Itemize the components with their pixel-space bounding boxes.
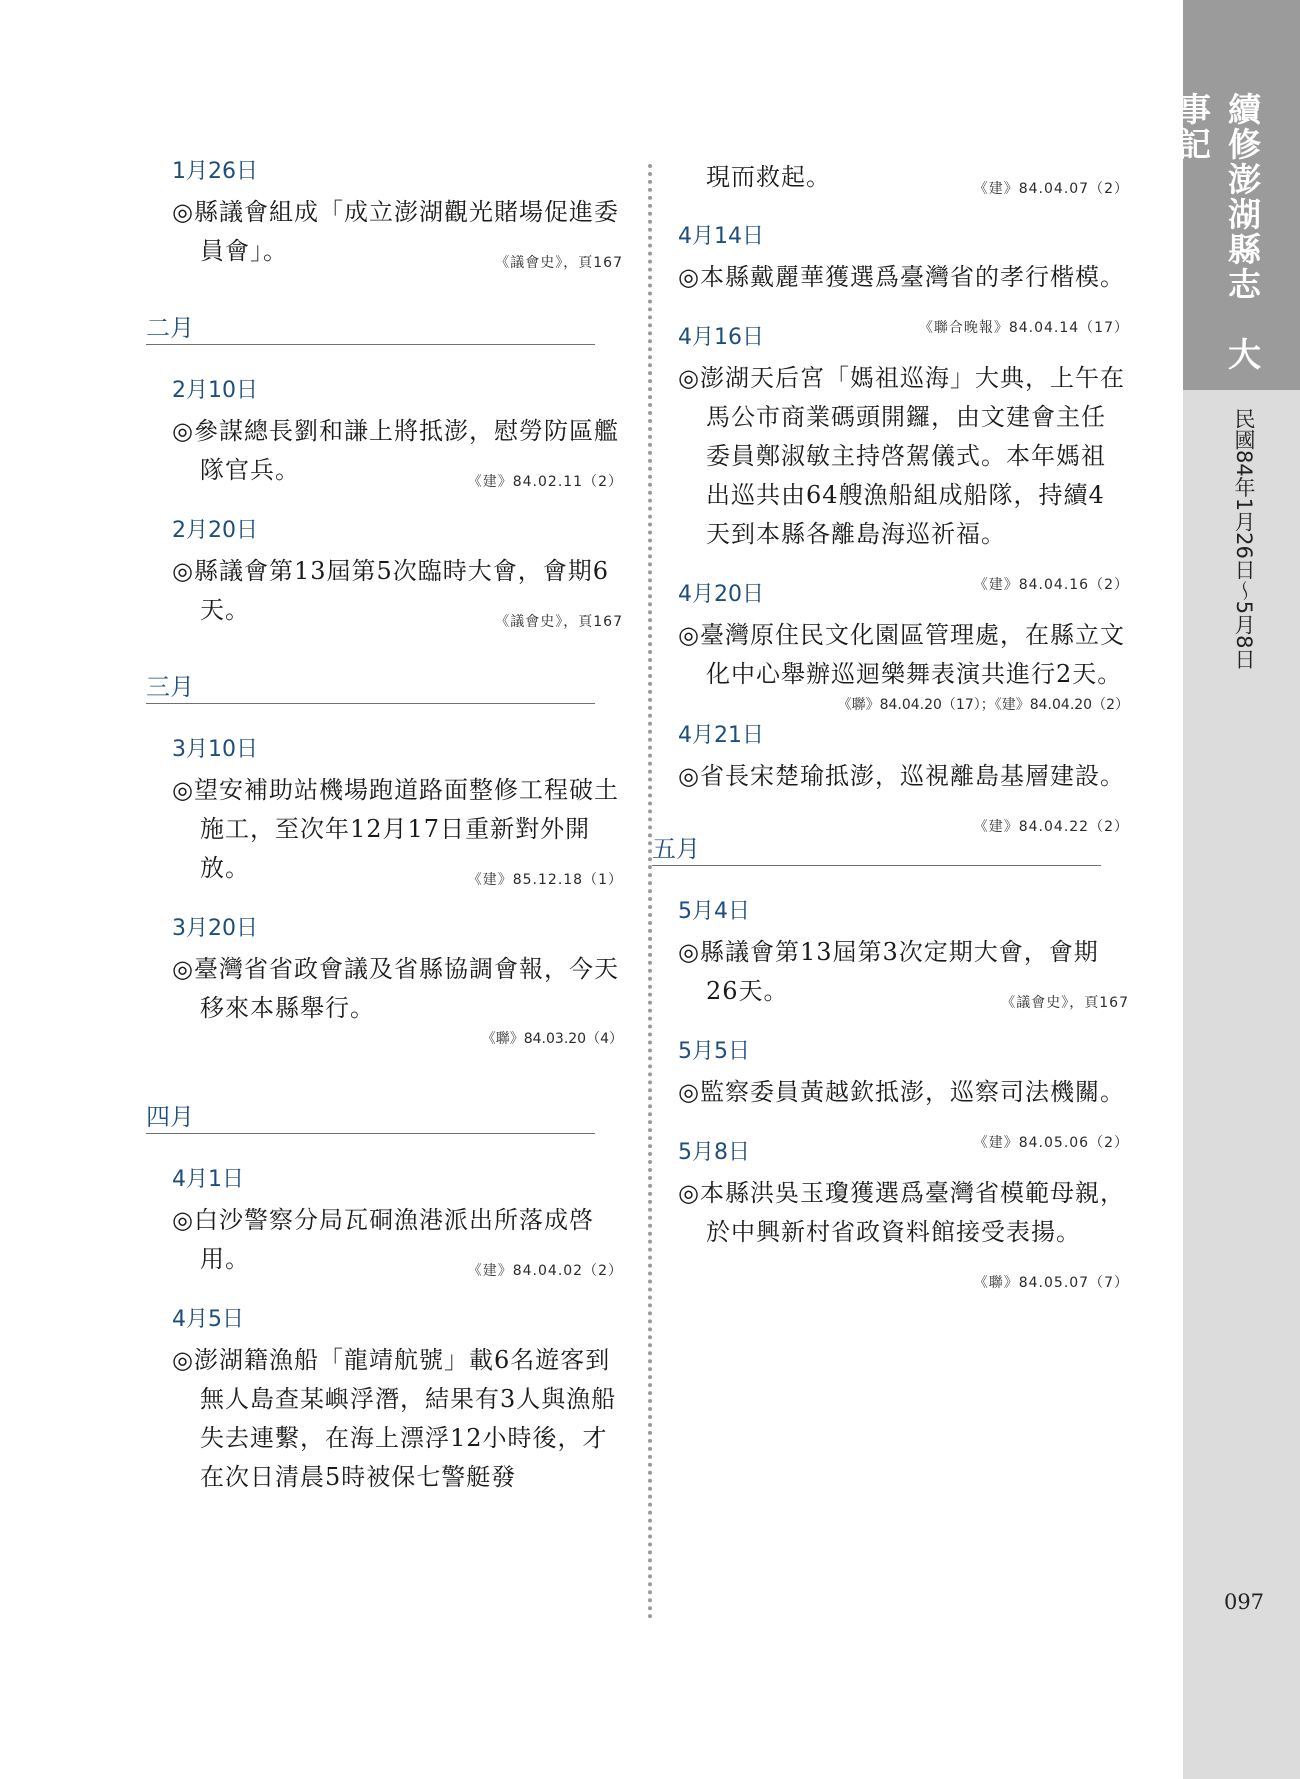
entry-source: 《建》84.02.11（2） <box>467 474 623 490</box>
entry-text: ◎臺灣省省政會議及省縣協調會報，今天移來本縣舉行。 <box>172 955 619 1022</box>
entry-date: 4月21日 <box>678 723 764 748</box>
entry-date: 2月20日 <box>172 518 258 543</box>
entry-date: 4月14日 <box>678 224 764 249</box>
month-heading-mar: 三月 <box>146 674 595 704</box>
entry-source: 《建》85.12.18（1） <box>467 872 623 888</box>
entry-date: 4月20日 <box>678 582 764 607</box>
entry-date: 5月5日 <box>678 1039 750 1064</box>
entry-source: 《聯合晚報》84.04.14（17） <box>918 320 1129 336</box>
entry-source: 《建》84.04.22（2） <box>973 819 1129 835</box>
entry-text: ◎縣議會第13屆第3次定期大會，會期26天。 <box>678 938 1099 1005</box>
entry-source: 《議會史》，頁167 <box>495 614 623 630</box>
entry-apr16 <box>678 324 1129 593</box>
entry-source: 《建》84.04.07（2） <box>973 181 1129 197</box>
entry-text: 現而救起。 <box>706 163 831 191</box>
entry-date: 3月10日 <box>172 737 258 762</box>
entry-date: 5月4日 <box>678 899 750 924</box>
entry-may5 <box>678 1038 1129 1151</box>
entry-apr5 <box>172 1306 623 1497</box>
entry-date: 3月20日 <box>172 916 258 941</box>
entry-text: ◎臺灣原住民文化園區管理處，在縣立文化中心舉辦巡迴樂舞表演共進行2天。 <box>678 621 1125 688</box>
entry-mar20 <box>172 915 623 1050</box>
sidebar <box>1173 0 1300 1779</box>
entry-date: 4月5日 <box>172 1307 244 1332</box>
entry-apr5-continued <box>678 158 1129 197</box>
entry-source: 《建》84.04.02（2） <box>467 1263 623 1279</box>
entry-source: 《聯》84.03.20（4） <box>481 1031 623 1047</box>
sidebar-title-block <box>1173 0 1300 390</box>
entry-jan26 <box>172 158 623 271</box>
entry-date: 1月26日 <box>172 159 258 184</box>
column-divider <box>648 164 652 1620</box>
right-column <box>652 158 1129 1303</box>
entry-apr1 <box>172 1166 623 1279</box>
entry-text: ◎監察委員黃越欽抵澎，巡察司法機關。 <box>678 1078 1125 1106</box>
entry-feb10 <box>172 377 623 490</box>
entry-source: 《議會史》，頁167 <box>1001 995 1129 1011</box>
entry-date: 5月8日 <box>678 1140 750 1165</box>
entry-source: 《聯》84.05.07（7） <box>973 1275 1129 1291</box>
month-heading-apr: 四月 <box>146 1104 595 1134</box>
entry-source: 《建》84.04.16（2） <box>973 577 1129 593</box>
entry-text: ◎白沙警察分局瓦硐漁港派出所落成啓用。 <box>172 1206 594 1273</box>
entry-may4 <box>678 898 1129 1011</box>
book-title: 續修澎湖縣志 大事記 <box>1173 92 1262 372</box>
chapter-date-range: 民國84年1月26日～5月8日 <box>1232 408 1256 670</box>
entry-text: ◎縣議會組成「成立澎湖觀光賭場促進委員會」。 <box>172 198 619 265</box>
entry-feb20 <box>172 517 623 630</box>
entry-text: ◎澎湖籍漁船「龍靖航號」載6名遊客到無人島查某嶼浮潛，結果有3人與漁船失去連繫，在海上漂浮12小時後，才在次日清晨5時被保七警艇發 <box>172 1346 617 1491</box>
month-heading-may: 五月 <box>652 836 1101 866</box>
entry-text: ◎參謀總長劉和謙上將抵澎，慰勞防區艦隊官兵。 <box>172 417 619 484</box>
entry-date: 2月10日 <box>172 378 258 403</box>
entry-text: ◎縣議會第13屆第5次臨時大會，會期6天。 <box>172 557 610 624</box>
entry-text: ◎本縣戴麗華獲選爲臺灣省的孝行楷模。 <box>678 263 1125 291</box>
entry-apr21 <box>678 722 1129 835</box>
entry-date: 4月1日 <box>172 1167 244 1192</box>
entry-source: 《議會史》，頁167 <box>495 255 623 271</box>
entry-date: 4月16日 <box>678 325 764 350</box>
entry-source: 《聯》84.04.20（17）；《建》84.04.20（2） <box>837 697 1129 713</box>
entry-text: ◎望安補助站機場跑道路面整修工程破土施工，至次年12月17日重新對外開放。 <box>172 776 619 882</box>
entry-text: ◎省長宋楚瑜抵澎，巡視離島基層建設。 <box>678 762 1125 790</box>
entry-source: 《建》84.05.06（2） <box>973 1135 1129 1151</box>
entry-text: ◎澎湖天后宮「媽祖巡海」大典，上午在馬公市商業碼頭開鑼，由文建會主任委員鄭淑敏主持啓駕儀式。本年媽祖出巡共由64艘漁船組成船隊，持續4天到本縣各離島海巡祈福。 <box>678 364 1125 548</box>
month-heading-feb: 二月 <box>146 315 595 345</box>
page-number: 097 <box>1223 1590 1265 1614</box>
entry-apr14 <box>678 223 1129 336</box>
left-column <box>146 158 623 1497</box>
entry-mar10 <box>172 736 623 888</box>
entry-text: ◎本縣洪吳玉瓊獲選爲臺灣省模範母親，於中興新村省政資料館接受表揚。 <box>678 1179 1125 1246</box>
